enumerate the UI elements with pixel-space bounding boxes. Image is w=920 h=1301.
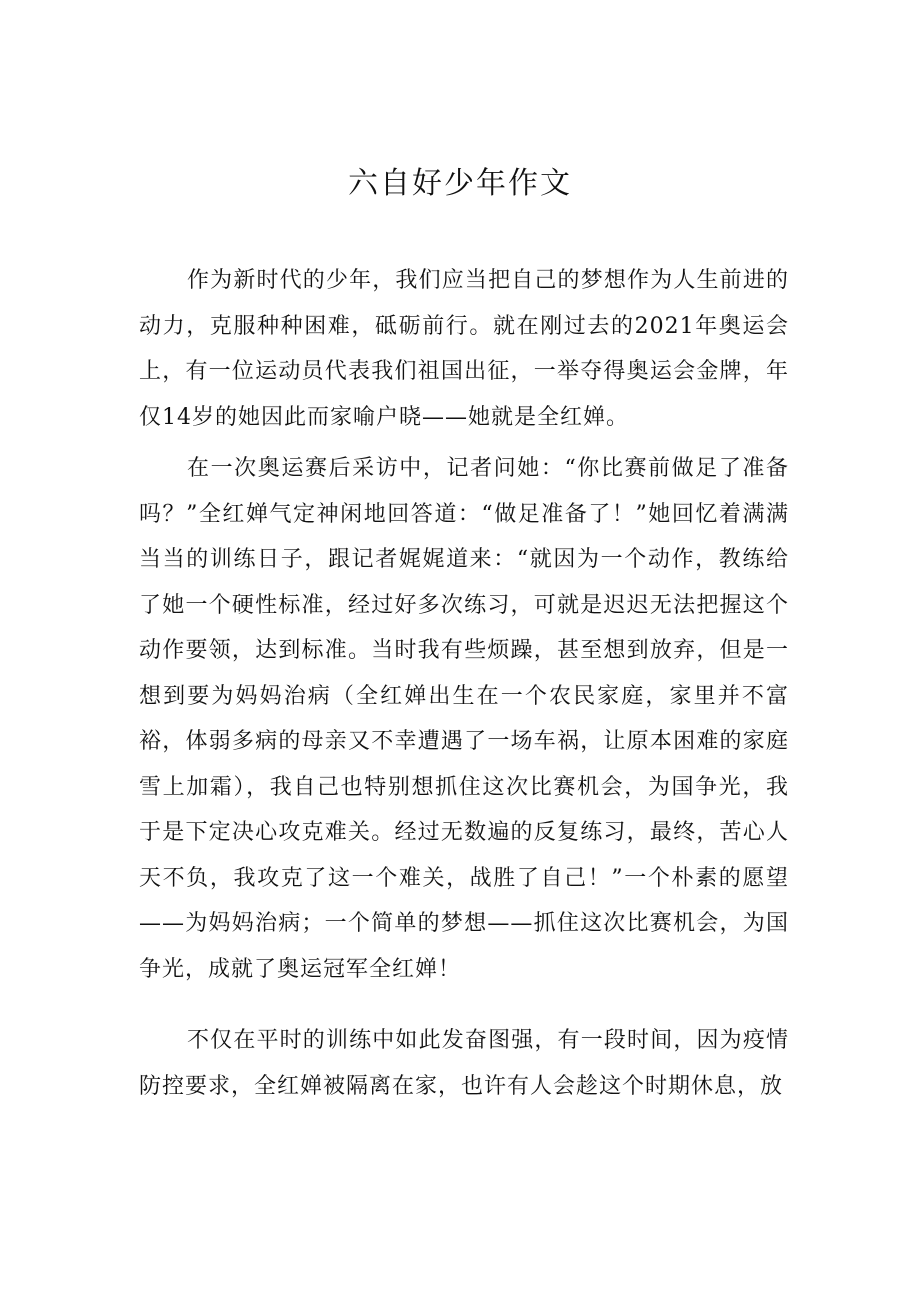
document-title: 六自好少年作文 [348, 166, 572, 201]
paragraph-3: 不仅在平时的训练中如此发奋图强，有一段时间，因为疫情防控要求，全红婵被隔离在家，也许有人会趁这个时期休息，放 [139, 1028, 789, 1099]
paragraph-1: 作为新时代的少年，我们应当把自己的梦想作为人生前进的动力，克服种种困难，砥砺前行。就在刚过去的2021年奥运会上，有一位运动员代表我们祖国出征，一举夺得奥运会金牌，年仅14岁的她因此而家喻户晓——她就是全红婵。 [139, 268, 789, 430]
document-body [139, 258, 789, 1109]
paragraph-2: 在一次奥运赛后采访中，记者问她：“你比赛前做足了准备吗？”全红婵气定神闲地回答道：“做足准备了！”她回忆着满满当当的训练日子，跟记者娓娓道来：“就因为一个动作，教练给了她一个硬性标准，经过好多次练习，可就是迟迟无法把握这个动作要领，达到标准。当时我有些烦躁，甚至想到放弃，但是一想到要为妈妈治病（全红婵出生在一个农民家庭，家里并不富裕，体弱多病的母亲又不幸遭遇了一场车祸，让原本困难的家庭雪上加霜），我自己也特别想抓住这次比赛机会，为国争光，我于是下定决心攻克难关。经过无数遍的反复练习，最终，苦心人天不负，我攻克了这一个难关，战胜了自己！”一个朴素的愿望——为妈妈治病；一个简单的梦想——抓住这次比赛机会，为国争光，成就了奥运冠军全红婵！ [139, 456, 789, 982]
